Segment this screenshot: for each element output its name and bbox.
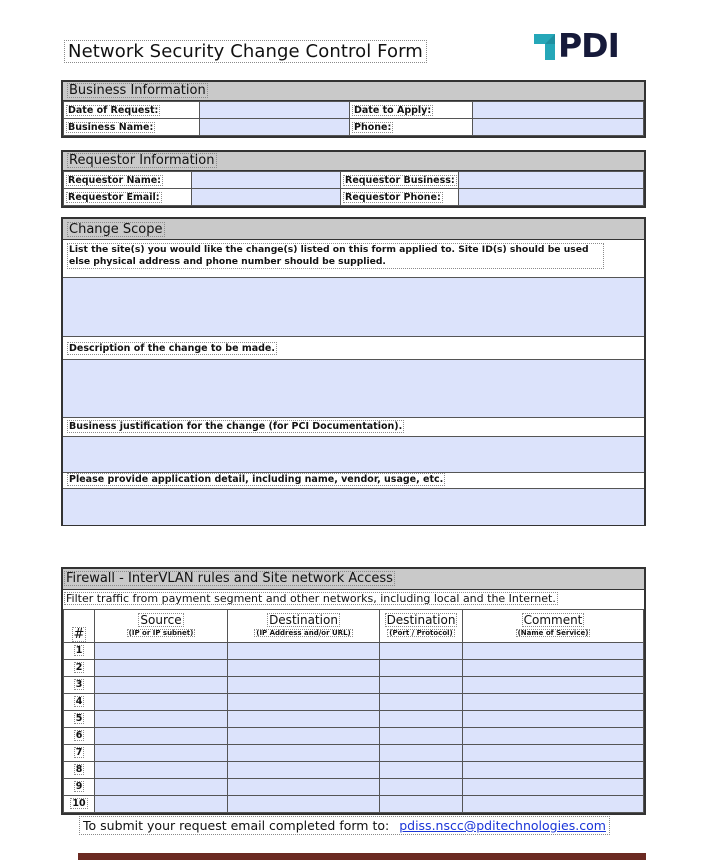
table-row (64, 778, 644, 795)
business-information-heading: Business Information (69, 83, 206, 98)
date-to-apply-label: Date to Apply: (354, 104, 432, 116)
phone-field[interactable] (473, 119, 644, 136)
submit-text: To submit your request email completed form to: (83, 818, 390, 833)
row-number: 4 (75, 696, 83, 707)
business-information-table (63, 101, 644, 136)
firewall-subheading: Filter traffic from payment segment and other networks, including local and the Internet. (66, 592, 556, 605)
destination-port-field[interactable] (380, 727, 463, 744)
requestor-information-table (63, 171, 644, 206)
destination-address-field[interactable] (228, 693, 380, 710)
business-name-label: Business Name: (68, 121, 154, 133)
source-field[interactable] (95, 710, 228, 727)
sites-instruction-label: List the site(s) you would like the change(s) listed on this form applied to. Site ID(s) should be used else physical address and phone number should be supplied. (67, 243, 604, 269)
comment-field[interactable] (463, 693, 644, 710)
destination-port-field[interactable] (380, 778, 463, 795)
requestor-email-field[interactable] (192, 189, 341, 206)
column-subtitle: (Port / Protocol) (389, 629, 453, 638)
phone-label: Phone: (354, 121, 392, 133)
business-name-field[interactable] (200, 119, 350, 136)
table-row (64, 795, 644, 812)
comment-field[interactable] (463, 659, 644, 676)
logo-text: PDI (558, 26, 619, 65)
source-field[interactable] (95, 693, 228, 710)
row-number-cell (64, 676, 95, 693)
destination-address-field[interactable] (228, 659, 380, 676)
label-cell (350, 102, 473, 119)
date-of-request-field[interactable] (200, 102, 350, 119)
firewall-subheading-row (63, 590, 644, 610)
comment-field[interactable] (463, 676, 644, 693)
destination-port-field[interactable] (380, 710, 463, 727)
table-header-row (64, 610, 644, 642)
destination-port-field[interactable] (380, 676, 463, 693)
column-title: Destination (386, 613, 456, 628)
date-of-request-label: Date of Request: (68, 104, 159, 116)
submit-instructions (79, 816, 610, 835)
requestor-business-field[interactable] (459, 172, 644, 189)
destination-port-field[interactable] (380, 761, 463, 778)
submit-email-link[interactable]: pdiss.nscc@pditechnologies.com (399, 818, 606, 833)
destination-address-field[interactable] (228, 778, 380, 795)
label-cell (350, 119, 473, 136)
application-label-row (63, 472, 644, 488)
row-number: 2 (75, 662, 83, 673)
row-number: 10 (72, 798, 86, 809)
change-scope-heading: Change Scope (69, 222, 163, 237)
row-number-cell (64, 778, 95, 795)
requestor-email-label: Requestor Email: (68, 191, 160, 203)
application-field[interactable] (63, 488, 644, 525)
firewall-heading: Firewall - InterVLAN rules and Site network Access (66, 571, 393, 586)
application-label: Please provide application detail, including name, vendor, usage, etc. (69, 474, 444, 485)
comment-field[interactable] (463, 778, 644, 795)
row-number-cell (64, 744, 95, 761)
pdi-logo (531, 26, 647, 65)
comment-field[interactable] (463, 795, 644, 812)
row-number: 8 (75, 764, 83, 775)
column-subtitle: (IP or IP subnet) (128, 629, 194, 638)
pdi-logo-icon (531, 30, 557, 62)
row-number-cell (64, 727, 95, 744)
destination-port-field[interactable] (380, 795, 463, 812)
destination-address-field[interactable] (228, 642, 380, 659)
label-cell (64, 119, 200, 136)
row-number: 7 (75, 747, 83, 758)
destination-address-field[interactable] (228, 744, 380, 761)
column-subtitle: (IP Address and/or URL) (256, 629, 351, 638)
source-field[interactable] (95, 659, 228, 676)
row-number-cell (64, 659, 95, 676)
destination-address-field[interactable] (228, 761, 380, 778)
requestor-information-heading: Requestor Information (69, 153, 215, 168)
label-cell (64, 102, 200, 119)
requestor-information-section (61, 150, 646, 208)
source-field[interactable] (95, 795, 228, 812)
source-field[interactable] (95, 778, 228, 795)
requestor-business-label: Requestor Business: (345, 174, 455, 186)
comment-field[interactable] (463, 642, 644, 659)
column-subtitle: (Name of Service) (517, 629, 589, 638)
date-to-apply-field[interactable] (473, 102, 644, 119)
row-number: 5 (75, 713, 83, 724)
justification-label: Business justification for the change (for PCI Documentation). (69, 421, 403, 432)
section-header (63, 82, 644, 101)
row-number-cell (64, 795, 95, 812)
label-cell (64, 172, 192, 189)
source-field[interactable] (95, 761, 228, 778)
source-field[interactable] (95, 744, 228, 761)
table-row (64, 761, 644, 778)
comment-field[interactable] (463, 761, 644, 778)
table-row (64, 710, 644, 727)
column-title: Destination (269, 613, 338, 628)
row-number-cell (64, 761, 95, 778)
label-cell (341, 172, 459, 189)
destination-address-field[interactable] (228, 727, 380, 744)
table-row (64, 727, 644, 744)
requestor-name-field[interactable] (192, 172, 341, 189)
footer-bar (78, 853, 646, 860)
column-title: Source (140, 613, 182, 628)
business-information-section (61, 80, 646, 138)
destination-port-field[interactable] (380, 642, 463, 659)
column-header (463, 610, 644, 642)
table-row (64, 659, 644, 676)
row-number-cell (64, 642, 95, 659)
column-header (380, 610, 463, 642)
table-row (64, 744, 644, 761)
row-number-cell (64, 693, 95, 710)
source-field[interactable] (95, 676, 228, 693)
sites-field[interactable] (63, 277, 644, 336)
change-scope-section (61, 217, 646, 526)
destination-port-field[interactable] (380, 659, 463, 676)
description-label: Description of the change to be made. (69, 343, 275, 354)
form-title: Network Security Change Control Form (64, 40, 427, 63)
row-number: 6 (75, 730, 83, 741)
sites-instruction-row (63, 240, 644, 277)
destination-address-field[interactable] (228, 795, 380, 812)
section-header (63, 569, 644, 590)
comment-field[interactable] (463, 727, 644, 744)
requestor-phone-field[interactable] (459, 189, 644, 206)
description-field[interactable] (63, 359, 644, 417)
description-label-row (63, 336, 644, 359)
justification-field[interactable] (63, 436, 644, 472)
row-number-cell (64, 710, 95, 727)
section-header (63, 152, 644, 171)
section-header (63, 219, 644, 240)
justification-label-row (63, 417, 644, 436)
row-number: 3 (75, 679, 83, 690)
column-title: # (73, 626, 85, 642)
column-header (95, 610, 228, 642)
table-row (64, 693, 644, 710)
source-field[interactable] (95, 727, 228, 744)
requestor-name-label: Requestor Name: (68, 174, 161, 186)
table-row (64, 676, 644, 693)
comment-field[interactable] (463, 744, 644, 761)
label-cell (64, 189, 192, 206)
destination-address-field[interactable] (228, 710, 380, 727)
firewall-rules-table (63, 610, 644, 813)
label-cell (341, 189, 459, 206)
destination-address-field[interactable] (228, 676, 380, 693)
row-number: 9 (75, 781, 83, 792)
requestor-phone-label: Requestor Phone: (345, 191, 441, 203)
column-title: Comment (523, 613, 583, 628)
column-header (64, 610, 95, 642)
firewall-section (61, 567, 646, 815)
destination-port-field[interactable] (380, 693, 463, 710)
source-field[interactable] (95, 642, 228, 659)
column-header (228, 610, 380, 642)
comment-field[interactable] (463, 710, 644, 727)
firewall-rows (64, 642, 644, 812)
row-number: 1 (75, 645, 83, 656)
table-row (64, 642, 644, 659)
destination-port-field[interactable] (380, 744, 463, 761)
